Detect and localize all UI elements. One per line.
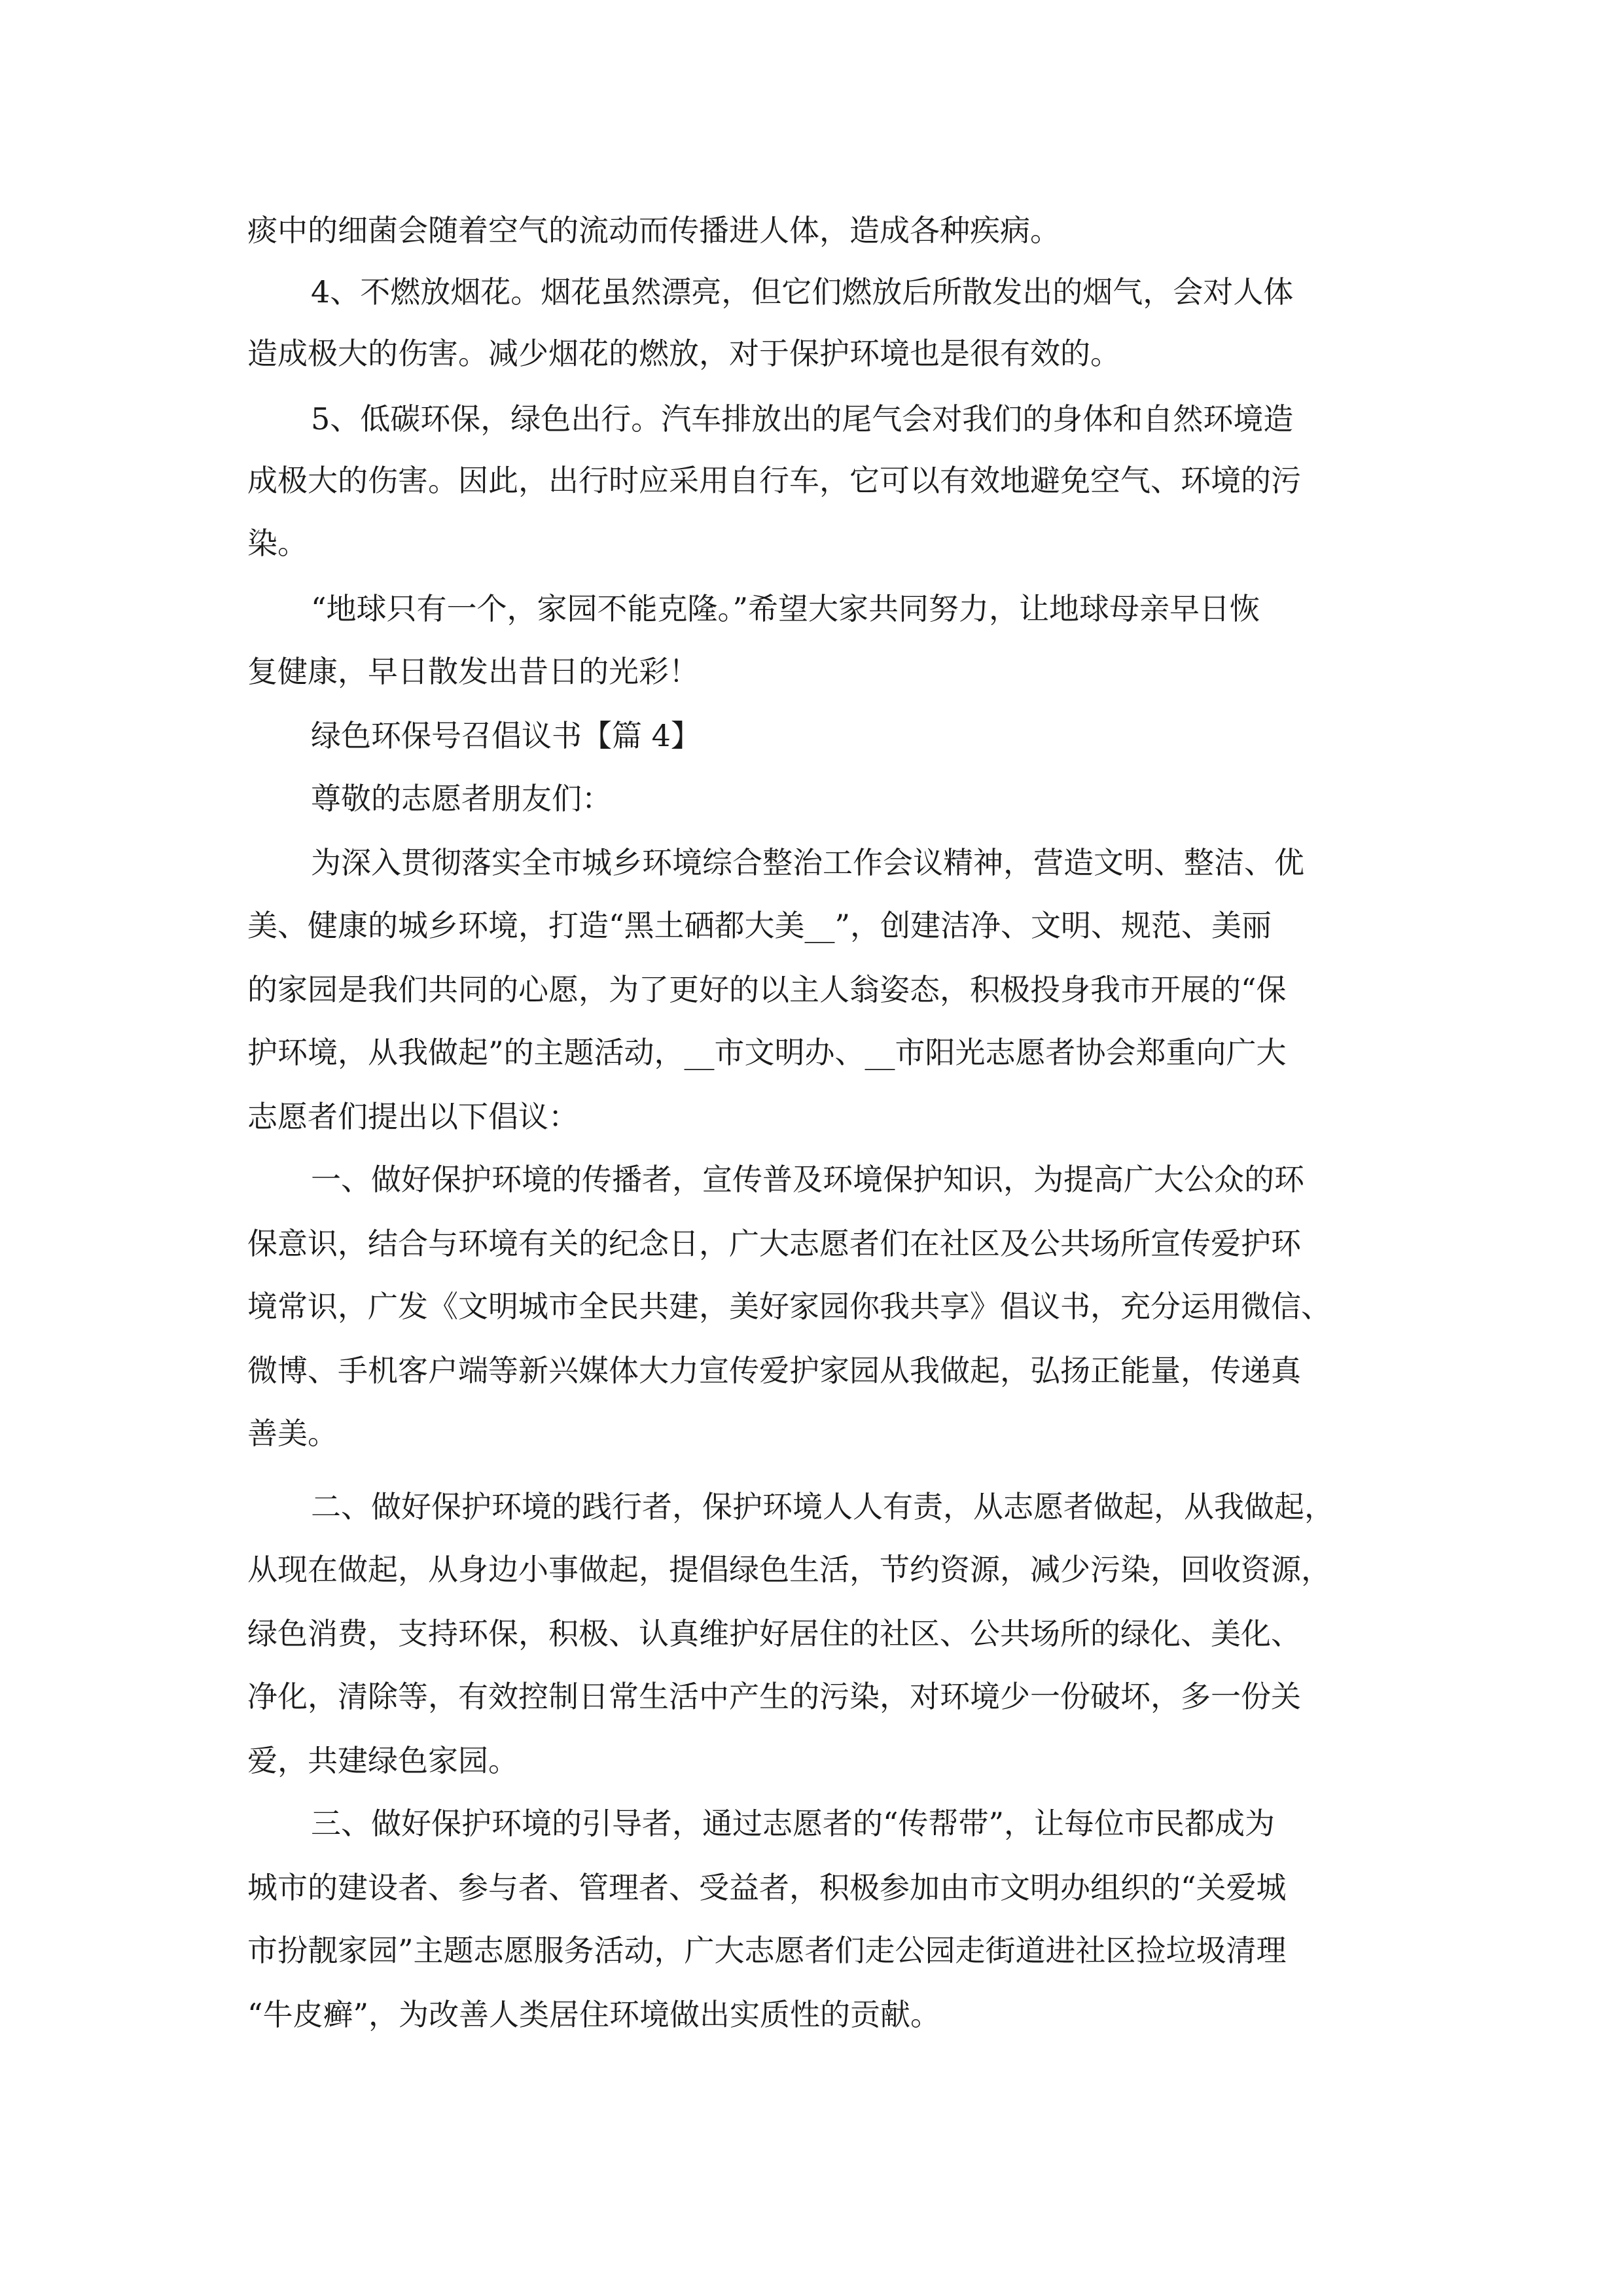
paragraph-line: 为深入贯彻落实全市城乡环境综合整治工作会议精神，营造文明、整洁、优 <box>311 845 1304 880</box>
paragraph-line: 善美。 <box>247 1416 338 1451</box>
paragraph-line: 复健康，早日散发出昔日的光彩！ <box>247 654 699 689</box>
paragraph-line: 城市的建设者、参与者、管理者、受益者，积极参加由市文明办组织的“关爱城 <box>247 1870 1287 1905</box>
paragraph-line: 爱，共建绿色家园。 <box>247 1743 518 1778</box>
paragraph-line: 境常识，广发《文明城市全民共建，美好家园你我共享》倡议书，充分运用微信、 <box>247 1289 1331 1324</box>
salutation: 尊敬的志愿者朋友们： <box>311 781 612 816</box>
paragraph-line: 美、健康的城乡环境，打造“黑土硒都大美__”，创建洁净、文明、规范、美丽 <box>247 908 1272 943</box>
paragraph-line: 绿色消费，支持环保，积极、认真维护好居住的社区、公共场所的绿化、美化、 <box>247 1616 1301 1651</box>
paragraph-line: 微博、手机客户端等新兴媒体大力宣传爱护家园从我做起，弘扬正能量，传递真 <box>247 1353 1301 1388</box>
paragraph-line: 志愿者们提出以下倡议： <box>247 1099 579 1134</box>
paragraph-line: 染。 <box>247 526 308 561</box>
paragraph-line: 造成极大的伤害。减少烟花的燃放，对于保护环境也是很有效的。 <box>247 336 1120 371</box>
paragraph-line: 痰中的细菌会随着空气的流动而传播进人体，造成各种疾病。 <box>247 213 1060 248</box>
paragraph-line: 净化，清除等，有效控制日常生活中产生的污染，对环境少一份破坏，多一份关 <box>247 1679 1301 1714</box>
paragraph-line: 二、做好保护环境的践行者，保护环境人人有责，从志愿者做起，从我做起， <box>311 1489 1334 1524</box>
paragraph-line: 4、不燃放烟花。烟花虽然漂亮，但它们燃放后所散发出的烟气，会对人体 <box>311 274 1294 310</box>
paragraph-line: 的家园是我们共同的心愿，为了更好的以主人翁姿态，积极投身我市开展的“保 <box>247 972 1287 1007</box>
paragraph-line: 一、做好保护环境的传播者，宣传普及环境保护知识，为提高广大公众的环 <box>311 1162 1304 1197</box>
paragraph-line: 护环境，从我做起”的主题活动，__市文明办、__市阳光志愿者协会郑重向广大 <box>247 1035 1287 1070</box>
paragraph-line: 保意识，结合与环境有关的纪念日，广大志愿者们在社区及公共场所宣传爱护环 <box>247 1226 1301 1261</box>
paragraph-line: 三、做好保护环境的引导者，通过志愿者的“传帮带”，让每位市民都成为 <box>311 1806 1275 1841</box>
paragraph-line: 5、低碳环保，绿色出行。汽车排放出的尾气会对我们的身体和自然环境造 <box>311 401 1294 437</box>
paragraph-line: “地球只有一个，家园不能克隆。”希望大家共同努力，让地球母亲早日恢 <box>311 591 1260 626</box>
paragraph-line: 成极大的伤害。因此，出行时应采用自行车，它可以有效地避免空气、环境的污 <box>247 463 1301 498</box>
paragraph-line: “牛皮癣”，为改善人类居住环境做出实质性的贡献。 <box>247 1997 941 2032</box>
section-heading: 绿色环保号召倡议书【篇 4】 <box>311 718 701 753</box>
paragraph-line: 从现在做起，从身边小事做起，提倡绿色生活，节约资源，减少污染，回收资源， <box>247 1552 1331 1587</box>
paragraph-line: 市扮靓家园”主题志愿服务活动，广大志愿者们走公园走街道进社区捡垃圾清理 <box>247 1933 1287 1968</box>
